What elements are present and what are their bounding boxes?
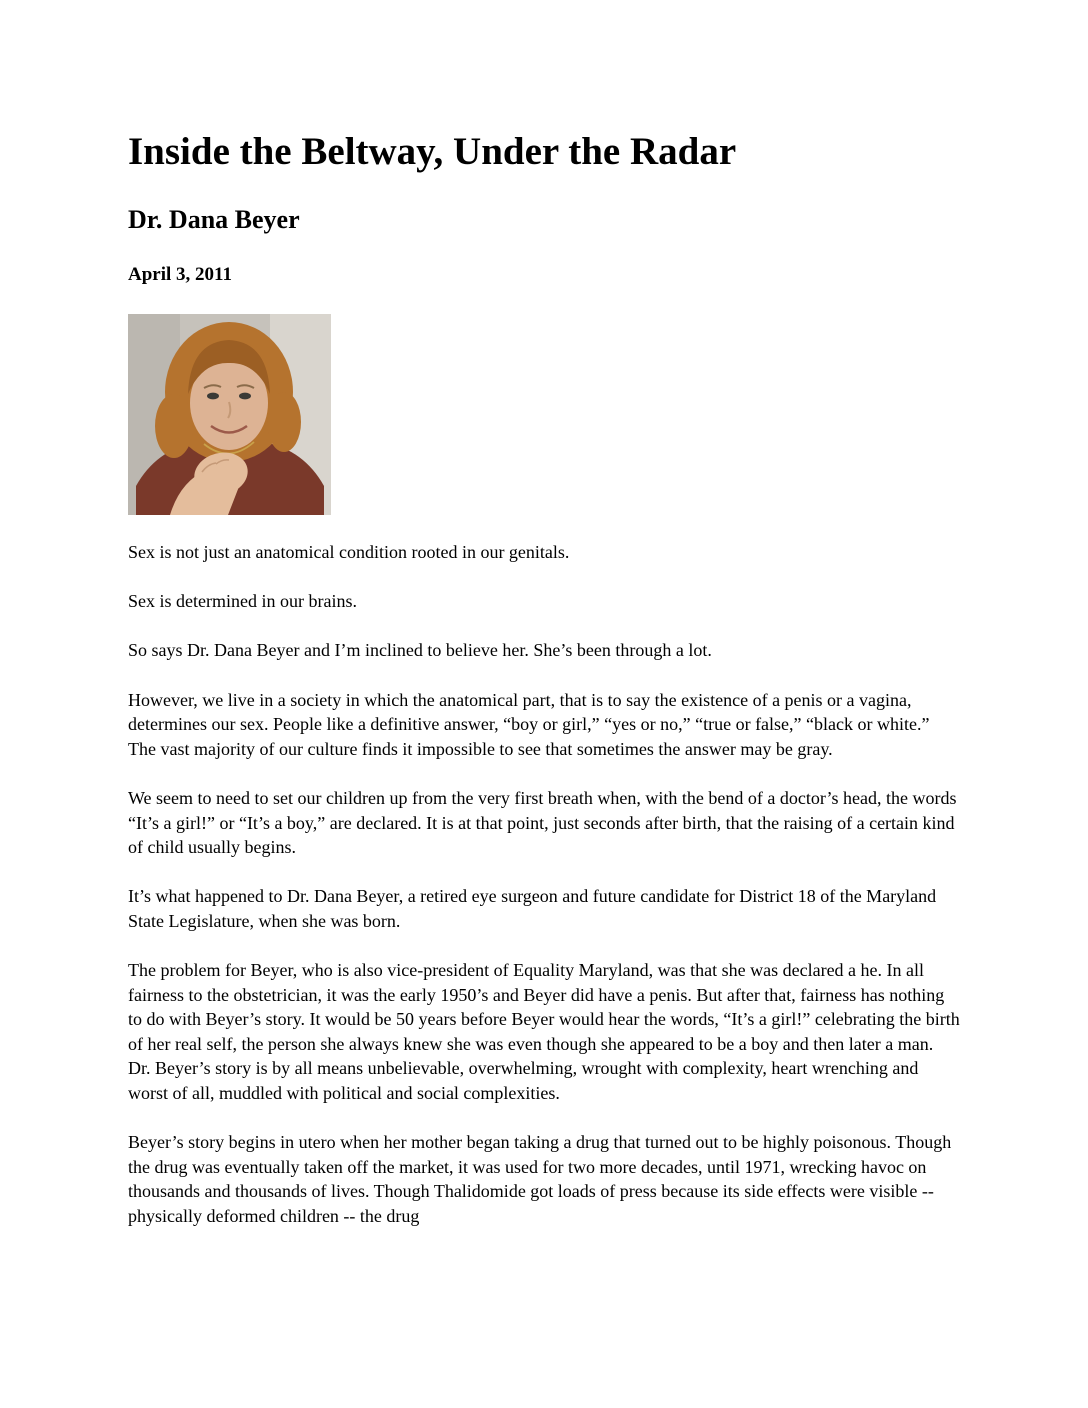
author-photo-illustration	[128, 314, 331, 515]
paragraph-6: It’s what happened to Dr. Dana Beyer, a retired eye surgeon and future candidate for District 18 of the Maryland State Legislature, when she was born.	[128, 886, 937, 931]
article-body	[128, 540, 960, 1229]
paragraph-8: Beyer’s story begins in utero when her mother began taking a drug that turned out to be highly poisonous. Though the drug was eventually taken off the market, it was used for two more decades, until 1971, wrecking havoc on thousands and thousands of lives. Though Thalidomide got loads of press because its side effects were visible -- physically deformed children -- the drug	[128, 1132, 952, 1227]
paragraph-5: We seem to need to set our children up from the very first breath when, with the bend of a doctor’s head, the words “It’s a girl!” or “It’s a boy,” are declared. It is at that point, just seconds after birth, that the raising of a certain kind of child usually begins.	[128, 787, 957, 858]
paragraph-1: Sex is not just an anatomical condition rooted in our genitals.	[128, 542, 570, 562]
portrait-eye-right	[239, 393, 251, 400]
article-date: April 3, 2011	[128, 264, 232, 285]
author-photo	[128, 314, 331, 515]
portrait-eye-left	[207, 393, 219, 400]
paragraph-2: Sex is determined in our brains.	[128, 591, 357, 612]
portrait-hair-left	[155, 394, 193, 458]
paragraph-3: So says Dr. Dana Beyer and I’m inclined to believe her. She’s been through a lot.	[128, 640, 712, 661]
paragraph-7: The problem for Beyer, who is also vice-president of Equality Maryland, was that she was declared a he. In all fairness to the obstetrician, it was the early 1950’s and Beyer did have a penis. But after that, fairness has nothing to do with Beyer’s story. It would be 50 years before Beyer would hear the words, “It’s a girl!” celebrating the birth of her real self, the person she always knew she was even though she appeared to be a boy and then later a man. Dr. Beyer’s story is by all means unbelievable, overwhelming, wrought with complexity, heart wrenching and worst of all, muddled with political and social complexities.	[128, 960, 960, 1104]
portrait-hair-right	[267, 392, 301, 452]
paragraph-4: However, we live in a society in which the anatomical part, that is to say the existence of a penis or a vagina, determines our sex. People like a definitive answer, “boy or girl,” “yes or no,” “true or false,” “black or white.” The vast majority of our culture finds it impossible to see that sometimes the answer may be gray.	[128, 689, 930, 759]
article-title: Inside the Beltway, Under the Radar	[128, 130, 737, 173]
article-author: Dr. Dana Beyer	[128, 205, 300, 234]
